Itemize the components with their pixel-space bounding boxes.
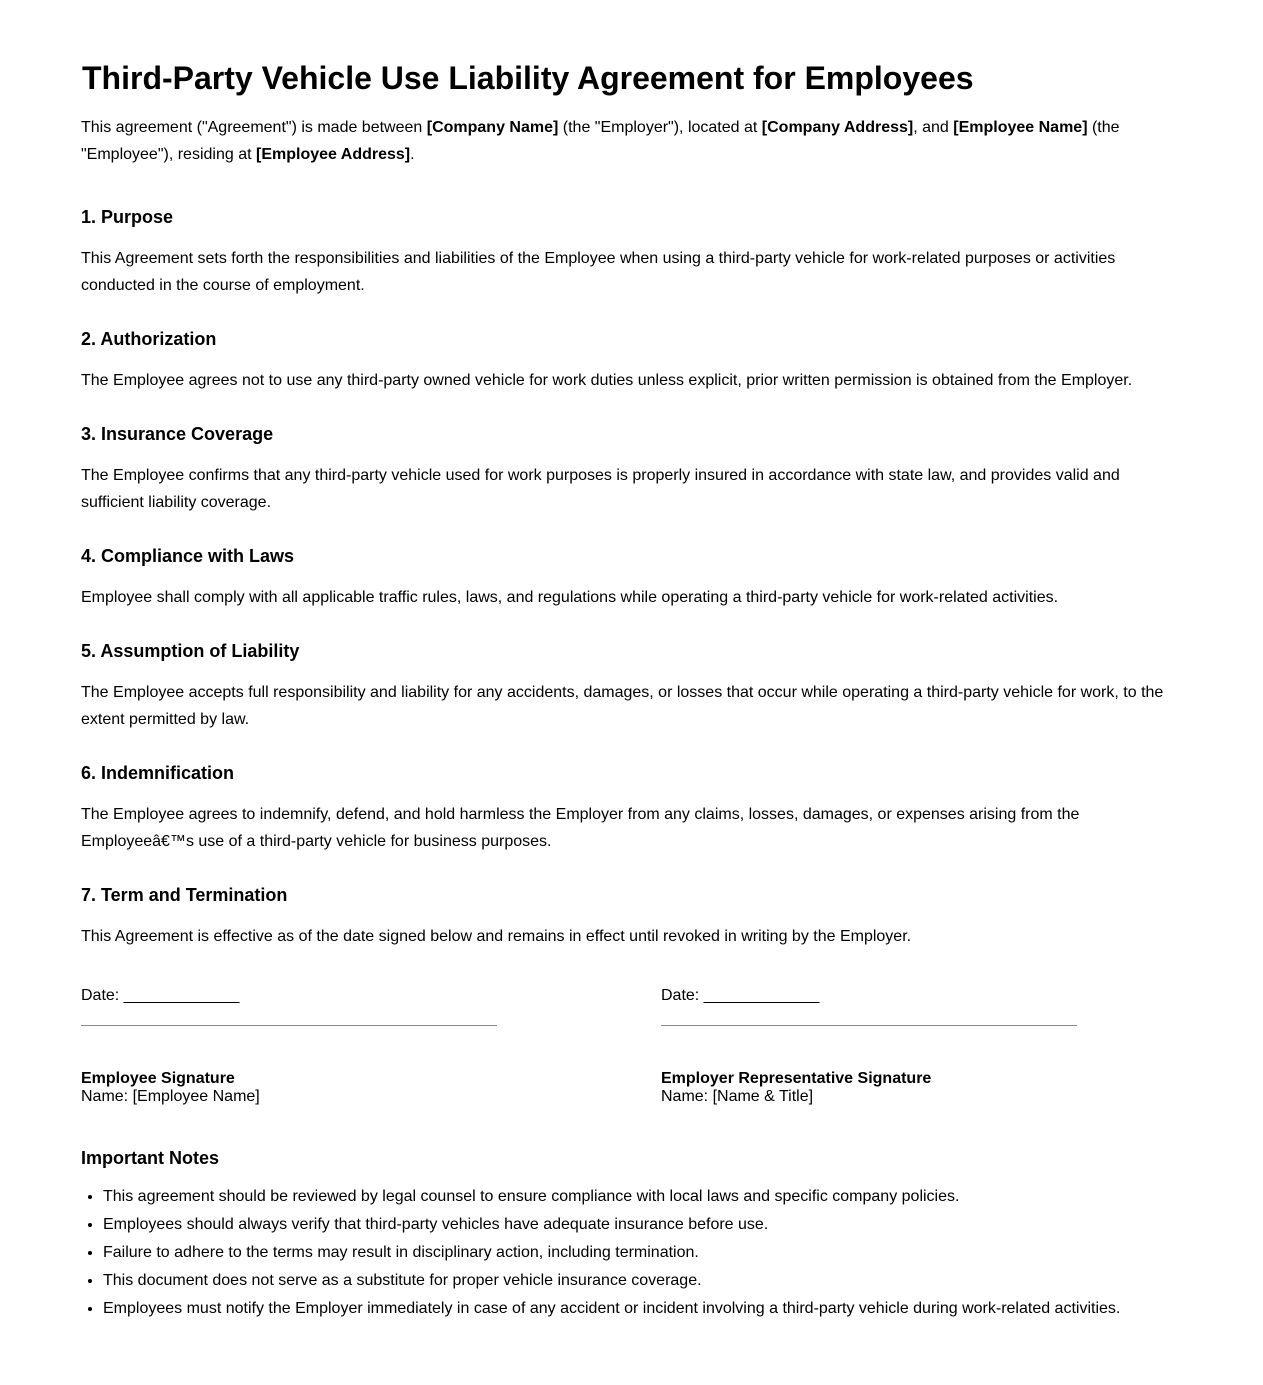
intro-paragraph	[81, 114, 1181, 168]
intro-text: This agreement ("Agreement") is made between	[81, 119, 427, 136]
section-heading: 7. Term and Termination	[81, 885, 288, 905]
document-title: Third-Party Vehicle Use Liability Agreement for Employees	[82, 60, 974, 96]
company-name-placeholder: [Company Name]	[426, 119, 559, 136]
section-heading: 6. Indemnification	[81, 763, 235, 783]
employee-name-placeholder: [Employee Name]	[953, 119, 1088, 136]
employer-signature-title: Employer Representative Signature	[661, 1070, 932, 1087]
section-purpose	[81, 205, 1181, 299]
list-item: • This document does not serve as a substitute for proper vehicle insurance coverage.	[103, 1267, 1181, 1295]
list-item: • Employees should always verify that third-party vehicles have adequate insurance before use.	[103, 1211, 1181, 1239]
section-authorization	[81, 327, 1181, 394]
employee-date-field: Date: _____________	[81, 987, 240, 1004]
signature-block	[81, 986, 1181, 1146]
section-body: This Agreement sets forth the responsibilities and liabilities of the Employee when using a third-party vehicle for work-related purposes or activities conducted in the course of employment.	[81, 250, 1116, 294]
section-heading: 5. Assumption of Liability	[81, 641, 300, 661]
employee-signature-name: Name: [Employee Name]	[81, 1088, 260, 1105]
list-item: • Employees must notify the Employer immediately in case of any accident or incident involving a third-party vehicle during work-related activities.	[103, 1295, 1181, 1323]
employer-date-field: Date: _____________	[661, 987, 820, 1004]
employer-signature-line	[661, 1025, 1077, 1026]
employer-signature-name: Name: [Name & Title]	[661, 1088, 814, 1105]
employee-signature-line	[81, 1025, 497, 1026]
list-item: • This agreement should be reviewed by legal counsel to ensure compliance with local laws and specific company policies.	[103, 1183, 1181, 1211]
section-body: The Employee accepts full responsibility and liability for any accidents, damages, or losses that occur while operating a third-party vehicle for work, to the extent permitted by law.	[81, 684, 1164, 728]
employee-address-placeholder: [Employee Address]	[256, 146, 411, 163]
intro-text: , and	[913, 119, 954, 136]
intro-text: .	[410, 146, 415, 163]
section-assumption-of-liability	[81, 639, 1181, 733]
section-compliance-with-laws	[81, 544, 1181, 611]
employee-signature-title: Employee Signature	[81, 1070, 235, 1087]
notes-heading: Important Notes	[81, 1148, 220, 1168]
important-notes	[81, 1146, 1181, 1323]
section-indemnification	[81, 761, 1181, 855]
employer-signature-block	[661, 986, 1077, 1106]
notes-list	[81, 1183, 1181, 1323]
intro-text: (the "Employer"), located at	[558, 119, 762, 136]
section-heading: 4. Compliance with Laws	[81, 546, 295, 566]
section-heading: 3. Insurance Coverage	[81, 424, 274, 444]
section-body: Employee shall comply with all applicable traffic rules, laws, and regulations while operating a third-party vehicle for work-related activities.	[81, 589, 1059, 606]
company-address-placeholder: [Company Address]	[761, 119, 914, 136]
section-heading: 1. Purpose	[81, 207, 174, 227]
document	[81, 0, 1181, 1317]
section-body: The Employee agrees to indemnify, defend, and hold harmless the Employer from any claims, losses, damages, or expenses arising from the Employeeâ€™s use of a third-party vehicle for business purposes.	[81, 806, 1080, 850]
section-body: The Employee agrees not to use any third-party owned vehicle for work duties unless explicit, prior written permission is obtained from the Employer.	[81, 372, 1133, 389]
list-item: • Failure to adhere to the terms may result in disciplinary action, including termination.	[103, 1239, 1181, 1267]
intro-text: (the "Employee"), residing at	[81, 119, 1120, 163]
section-term-and-termination	[81, 883, 1181, 950]
employee-signature-block	[81, 986, 497, 1106]
section-heading: 2. Authorization	[81, 329, 217, 349]
section-body: The Employee confirms that any third-party vehicle used for work purposes is properly insured in accordance with state law, and provides valid and sufficient liability coverage.	[81, 467, 1120, 511]
section-body: This Agreement is effective as of the date signed below and remains in effect until revoked in writing by the Employer.	[81, 928, 912, 945]
section-insurance-coverage	[81, 422, 1181, 516]
